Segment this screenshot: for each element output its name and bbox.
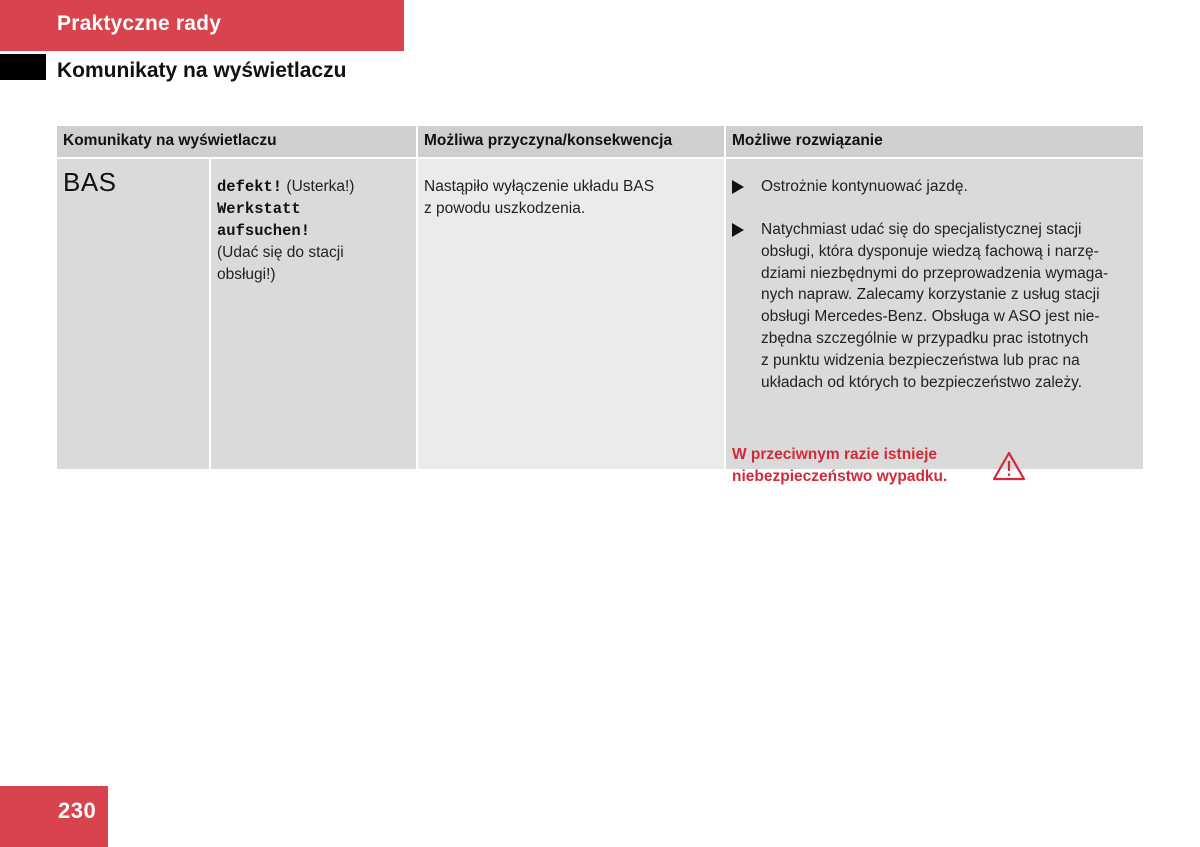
solution-item-2-text (761, 219, 1133, 393)
solution-cell (726, 159, 1143, 485)
message-cell (211, 159, 416, 469)
solution-item-2-line-5: obsługi Mercedes-Benz. Obsługa w ASO jest nie- (761, 308, 1100, 326)
solution-item-2-line-2: obsługi, która dysponuje wiedzą fachową i narzę- (761, 242, 1099, 260)
column-header-cause: Możliwa przyczyna/konsekwencja (418, 126, 724, 157)
chapter-marker (0, 54, 46, 80)
cause-text (424, 176, 714, 220)
solution-item-2-line-4: nych napraw. Zalecamy korzystanie z usług stacji (761, 286, 1100, 304)
solution-item-2-line-7: z punktu widzenia bezpieczeństwa lub prac na (761, 351, 1080, 369)
cause-line-1: Nastąpiło wyłączenie układu BAS (424, 178, 655, 195)
triangle-right-icon (732, 219, 754, 244)
warning-triangle-icon (992, 451, 1026, 481)
system-name: BAS (63, 167, 117, 197)
solution-item-1-text (761, 176, 1133, 198)
message-code-defekt: defekt! (217, 178, 283, 196)
section-tab-label: Praktyczne rady (57, 12, 222, 35)
message-translation-line-2: obsługi!) (217, 266, 276, 284)
page-number: 230 (58, 798, 97, 823)
message-translation-line-1: (Udać się do stacji (217, 244, 344, 262)
solution-item-2-line-3: dziami niezbędnymi do przeprowadzenia wymaga- (761, 264, 1109, 282)
triangle-right-icon (732, 176, 754, 201)
solution-item-2-line-1: Natychmiast udać się do specjalistycznej stacji (761, 221, 1082, 238)
message-code-aufsuchen: aufsuchen! (217, 221, 311, 240)
display-messages-table (57, 126, 1143, 485)
warning-line-1: W przeciwnym razie istnieje (732, 446, 938, 463)
solution-item-2 (732, 219, 1132, 394)
message-translation-usterka: (Usterka!) (282, 178, 355, 195)
solution-item-2-line-8: układach od których to bezpieczeństwo zależy. (761, 373, 1083, 391)
message-code-werkstatt: Werkstatt (217, 199, 301, 218)
page-title: Komunikaty na wyświetlaczu (57, 59, 347, 82)
cause-line-2: z powodu uszkodzenia. (424, 199, 586, 217)
solution-item-2-line-6: zbędna szczególnie w przypadku prac istotnych (761, 329, 1089, 347)
page-number-box (0, 786, 108, 847)
system-cell (57, 159, 209, 469)
display-message (217, 176, 354, 286)
warning-line-2: niebezpieczeństwo wypadku. (732, 467, 948, 485)
column-header-messages: Komunikaty na wyświetlaczu (57, 126, 416, 157)
message-line-1 (217, 176, 354, 199)
accident-warning (732, 444, 947, 488)
section-tab (0, 0, 404, 51)
solution-item-1-line-1: Ostrożnie kontynuować jazdę. (761, 178, 968, 195)
solution-item-1 (732, 176, 1132, 198)
column-header-solution: Możliwe rozwiązanie (726, 126, 1143, 157)
cause-cell (418, 159, 724, 469)
